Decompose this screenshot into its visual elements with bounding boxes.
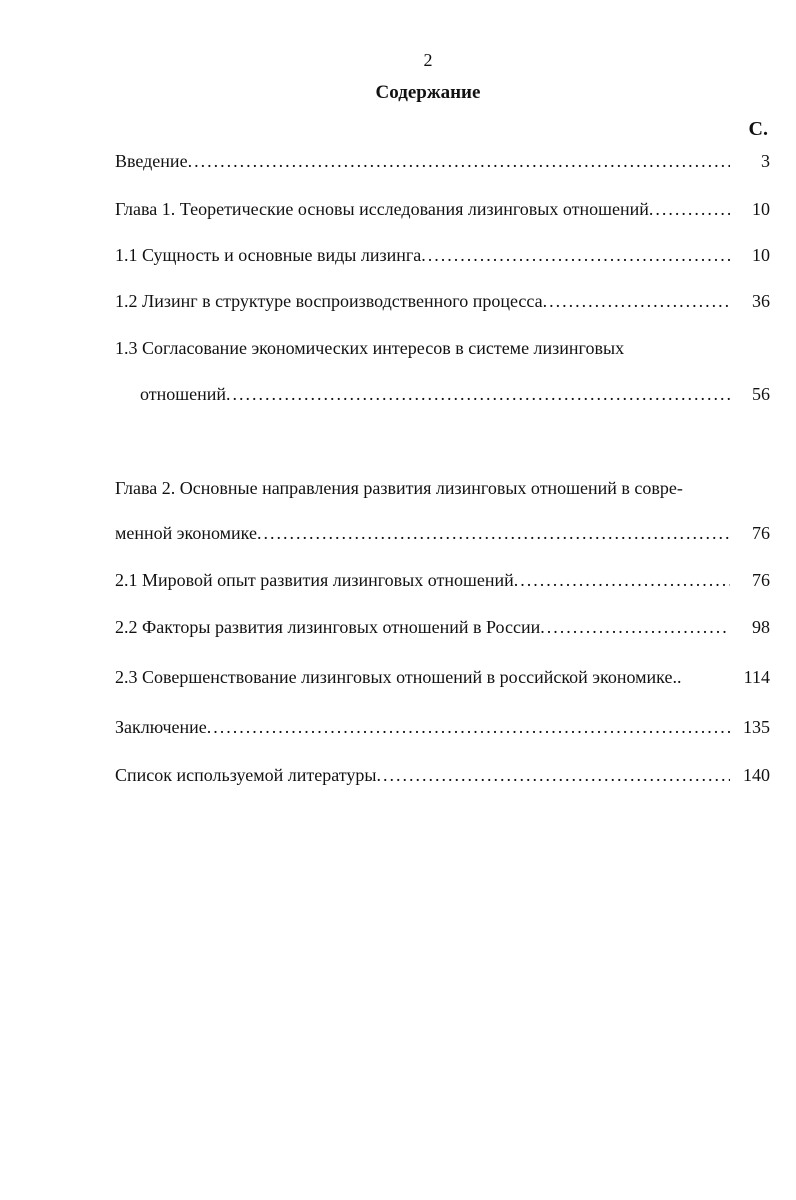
- toc-entry-chapter-2-line1: Глава 2. Основные направления развития лизинговых отношений в совре-: [115, 478, 683, 498]
- toc-leader-dots: [376, 762, 730, 788]
- toc-entry-label: менной экономике: [115, 523, 257, 543]
- page-title: Содержание: [375, 82, 481, 103]
- toc-leader-dots: [649, 196, 730, 222]
- toc-entry-page: 36: [752, 291, 770, 311]
- toc-entry-section-1-2: [115, 288, 770, 314]
- toc-entry-page: 3: [761, 151, 770, 171]
- toc-entry-label: 2.1 Мировой опыт развития лизинговых отношений: [115, 570, 514, 590]
- toc-entry-chapter-2: [115, 520, 770, 546]
- toc-entry-label: Заключение: [115, 717, 207, 737]
- toc-leader-dots: [421, 242, 730, 268]
- toc-entry-page: 98: [752, 617, 770, 637]
- toc-entry-label: 2.3 Совершенствование лизинговых отношений в российской экономике..: [115, 667, 682, 687]
- toc-leader-dots: [514, 567, 730, 593]
- toc-entry-page: 76: [752, 523, 770, 543]
- toc-entry-page: 10: [752, 199, 770, 219]
- toc-entry-section-2-2: [115, 614, 770, 640]
- toc-entry-section-2-1: [115, 567, 770, 593]
- toc-leader-dots: [543, 288, 730, 314]
- toc-entry-label: Список используемой литературы: [115, 765, 377, 785]
- page-number: 2: [423, 50, 433, 70]
- toc-entry-page: 56: [752, 384, 770, 404]
- toc-leader-dots: [226, 381, 730, 407]
- toc-leader-dots: [257, 520, 730, 546]
- toc-entry-page: 76: [752, 570, 770, 590]
- toc-entry-label: 1.2 Лизинг в структуре воспроизводственного процесса: [115, 291, 543, 311]
- toc-entry-section-1-3-line1: 1.3 Согласование экономических интересов в системе лизинговых: [115, 338, 625, 358]
- toc-entry-page: 135: [743, 717, 770, 737]
- toc-entry-conclusion: [115, 714, 770, 740]
- toc-entry-section-2-3: [115, 664, 770, 690]
- toc-entry-label: 2.2 Факторы развития лизинговых отношений в России: [115, 617, 541, 637]
- toc-entry-page: 140: [743, 765, 770, 785]
- toc-entry-section-1-3: [140, 381, 770, 407]
- toc-leader-dots: [540, 614, 730, 640]
- toc-entry-references: [115, 762, 770, 788]
- page-column-header: С.: [748, 118, 768, 140]
- toc-entry-label: 1.1 Сущность и основные виды лизинга: [115, 245, 422, 265]
- toc-entry-label: Введение: [115, 151, 188, 171]
- toc-leader-dots: [188, 148, 730, 174]
- toc-entry-section-1-1: [115, 242, 770, 268]
- toc-entry-chapter-1: [115, 196, 770, 222]
- toc-entry-label: Глава 1. Теоретические основы исследования лизинговых отношений: [115, 199, 649, 219]
- toc-entry-intro: [115, 148, 770, 174]
- toc-leader-dots: [207, 714, 730, 740]
- toc-entry-label: отношений: [140, 384, 227, 404]
- toc-entry-page: 10: [752, 245, 770, 265]
- toc-entry-page: 114: [743, 667, 770, 687]
